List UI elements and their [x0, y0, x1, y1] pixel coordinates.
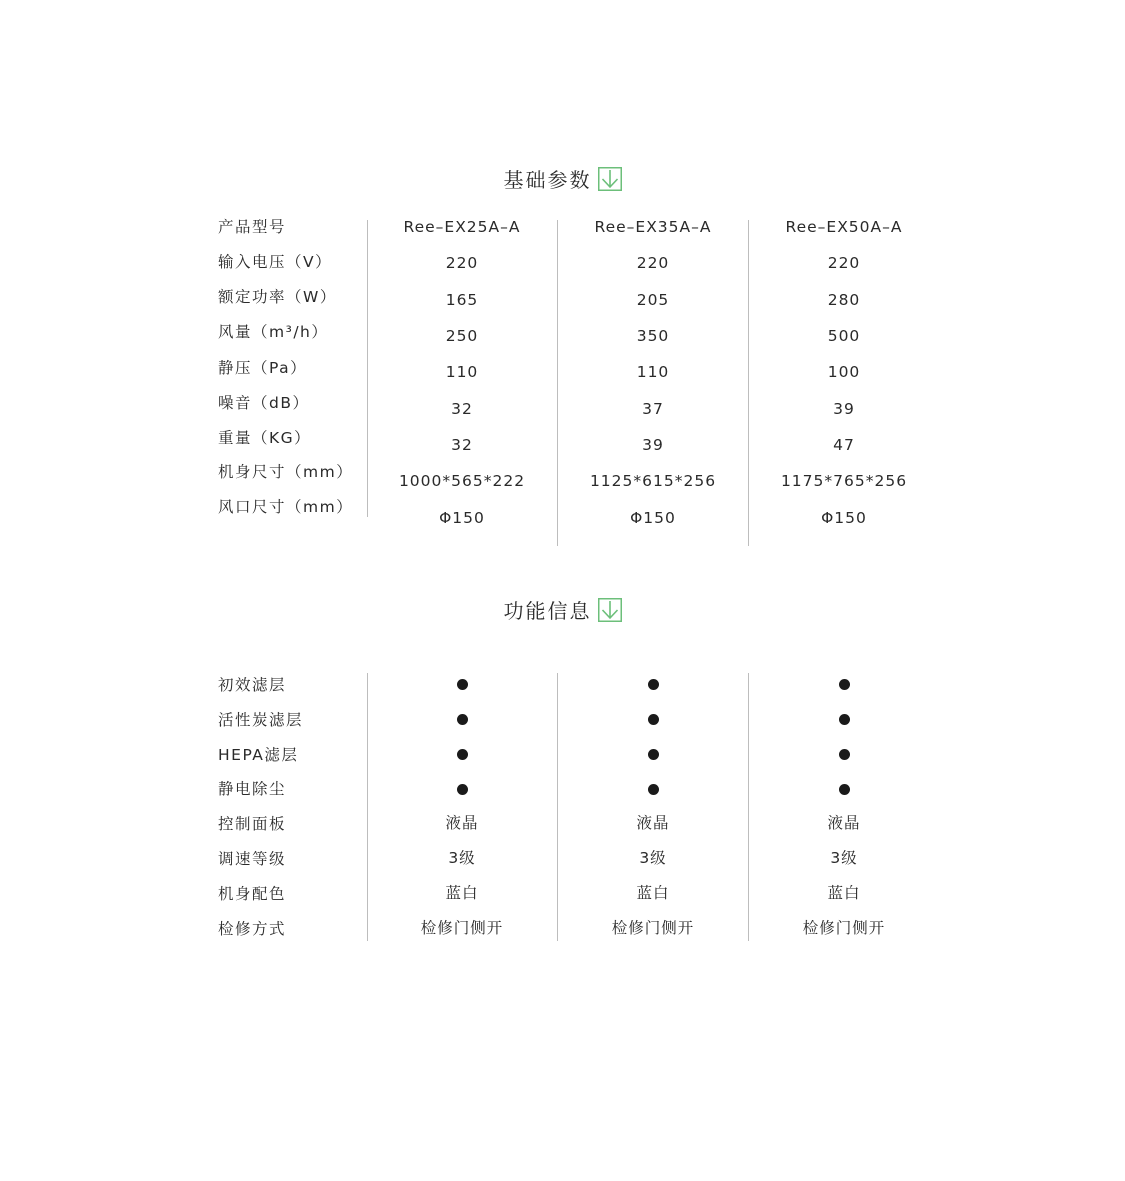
param-value: 39: [833, 400, 855, 418]
feature-value: 3级: [639, 849, 667, 867]
param-value: 350: [636, 327, 670, 345]
param-value: 220: [636, 254, 670, 272]
column-divider: [748, 220, 749, 546]
feature-available-dot: [839, 784, 850, 795]
feature-label: 控制面板: [218, 815, 287, 833]
param-value: 220: [827, 254, 861, 272]
feature-value: 检修门侧开: [420, 919, 504, 937]
model-label: 产品型号: [218, 218, 287, 236]
feature-available-dot: [839, 679, 850, 690]
feature-value: 检修门侧开: [611, 919, 695, 937]
column-divider: [557, 673, 558, 941]
param-value: 100: [827, 363, 861, 381]
feature-label: 静电除尘: [218, 780, 287, 798]
feature-label: HEPA滤层: [218, 746, 299, 764]
column-divider: [367, 220, 368, 517]
param-value: 1000*565*222: [398, 472, 526, 490]
param-value: 500: [827, 327, 861, 345]
param-value: 165: [445, 291, 479, 309]
param-value: 39: [642, 436, 664, 454]
model-name-2: Ree–EX35A–A: [594, 218, 712, 236]
param-label: 额定功率（W）: [218, 288, 337, 306]
function-info-title: 功能信息: [503, 599, 592, 623]
function-info-heading: [0, 595, 1125, 624]
param-value: 1125*615*256: [589, 472, 717, 490]
feature-label: 活性炭滤层: [218, 711, 304, 729]
feature-value: 3级: [448, 849, 476, 867]
param-value: 47: [833, 436, 855, 454]
feature-value: 液晶: [636, 814, 670, 832]
feature-available-dot: [457, 784, 468, 795]
param-label: 输入电压（V）: [218, 253, 333, 271]
feature-available-dot: [457, 679, 468, 690]
param-label: 静压（Pa）: [218, 359, 308, 377]
param-value: 205: [636, 291, 670, 309]
param-value: Φ150: [630, 509, 676, 527]
param-value: 280: [827, 291, 861, 309]
param-label: 重量（KG）: [218, 429, 312, 447]
param-value: 250: [445, 327, 479, 345]
feature-available-dot: [648, 749, 659, 760]
feature-value: 3级: [830, 849, 858, 867]
feature-available-dot: [648, 679, 659, 690]
feature-available-dot: [839, 749, 850, 760]
feature-value: 蓝白: [636, 884, 670, 902]
param-value: 220: [445, 254, 479, 272]
feature-value: 液晶: [445, 814, 479, 832]
feature-label: 调速等级: [218, 850, 287, 868]
param-label: 风量（m³/h）: [218, 323, 329, 341]
feature-value: 蓝白: [445, 884, 479, 902]
param-value: 110: [636, 363, 670, 381]
column-divider: [367, 673, 368, 941]
param-label: 噪音（dB）: [218, 394, 310, 412]
feature-label: 检修方式: [218, 920, 287, 938]
column-divider: [557, 220, 558, 546]
param-value: Φ150: [821, 509, 867, 527]
feature-available-dot: [648, 784, 659, 795]
param-label: 机身尺寸（mm）: [218, 463, 354, 481]
param-label: 风口尺寸（mm）: [218, 498, 354, 516]
feature-available-dot: [457, 714, 468, 725]
column-divider: [748, 673, 749, 941]
param-value: Φ150: [439, 509, 485, 527]
feature-label: 机身配色: [218, 885, 287, 903]
feature-value: 液晶: [827, 814, 861, 832]
basic-params-title: 基础参数: [503, 168, 592, 192]
param-value: 37: [642, 400, 664, 418]
feature-available-dot: [839, 714, 850, 725]
arrow-down-icon: [598, 167, 622, 191]
param-value: 1175*765*256: [780, 472, 908, 490]
param-value: 32: [451, 436, 473, 454]
feature-value: 检修门侧开: [802, 919, 886, 937]
feature-available-dot: [457, 749, 468, 760]
model-name-1: Ree–EX25A–A: [403, 218, 521, 236]
arrow-down-icon: [598, 598, 622, 622]
param-value: 110: [445, 363, 479, 381]
basic-params-heading: [0, 164, 1125, 193]
feature-value: 蓝白: [827, 884, 861, 902]
model-name-3: Ree–EX50A–A: [785, 218, 903, 236]
feature-available-dot: [648, 714, 659, 725]
feature-label: 初效滤层: [218, 676, 287, 694]
param-value: 32: [451, 400, 473, 418]
